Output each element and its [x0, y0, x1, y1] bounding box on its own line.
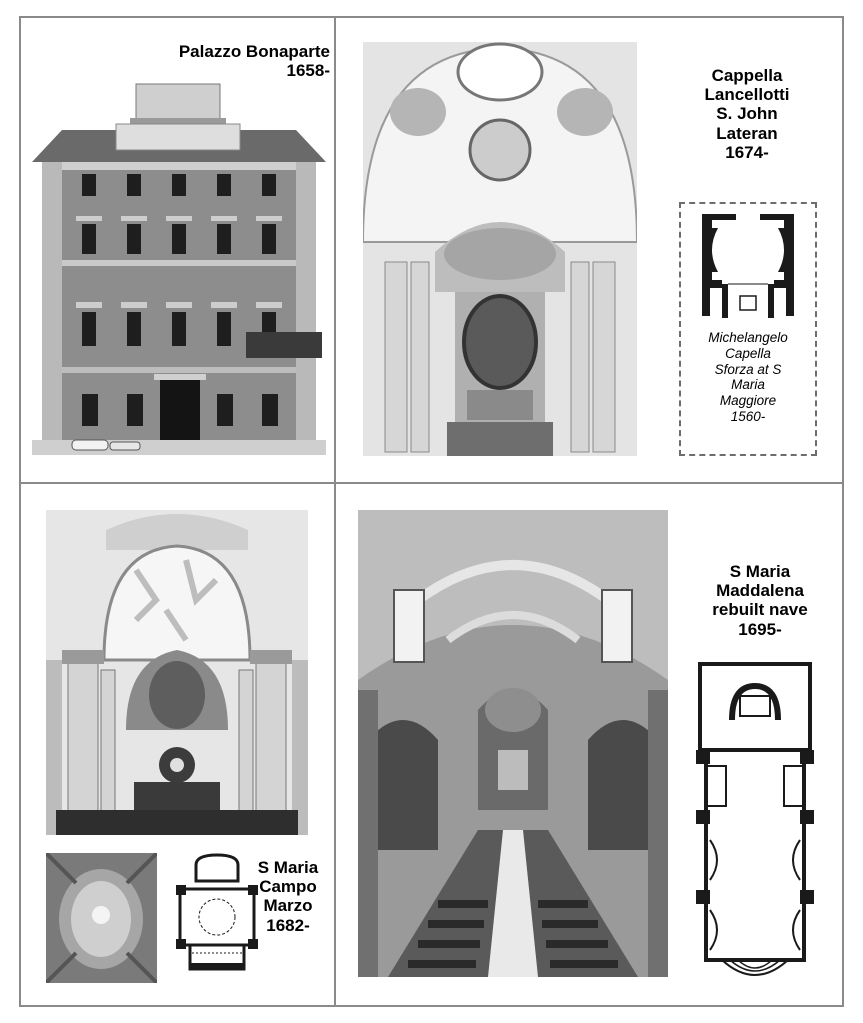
campo-marzo-dome-photo — [46, 853, 157, 983]
maddalena-title-line1: S Maria — [729, 562, 791, 581]
campo-marzo-title-line3: Marzo — [263, 896, 313, 916]
palazzo-year: 1658- — [286, 61, 330, 81]
cappella-interior-photo — [363, 42, 637, 456]
maddalena-title — [694, 562, 826, 639]
campo-marzo-interior-photo — [46, 510, 308, 835]
palazzo-facade-photo — [32, 82, 326, 455]
maddalena-nave-photo — [358, 510, 668, 977]
sforza-caption-line5: Maggiore — [719, 393, 777, 409]
cappella-title — [688, 66, 806, 162]
cappella-title-line4: Lateran — [716, 123, 778, 143]
campo-marzo-title — [240, 858, 336, 935]
maddalena-plan-image — [692, 660, 818, 986]
cappella-title-line3: S. John — [716, 104, 778, 124]
sforza-caption-line1: Michelangelo — [708, 330, 788, 345]
cappella-title-line1: Cappella — [711, 66, 783, 85]
maddalena-title-line2: Maddalena — [716, 581, 804, 601]
palazzo-title-line1: Palazzo Bonaparte — [178, 42, 330, 61]
maddalena-title-line3: rebuilt nave — [712, 600, 808, 620]
campo-marzo-year: 1682- — [266, 915, 310, 935]
sforza-caption-line2: Capella — [725, 345, 771, 361]
sforza-caption-line3: Sforza at S — [714, 361, 782, 377]
palazzo-title — [140, 42, 330, 80]
sforza-caption-year: 1560- — [730, 408, 766, 424]
cappella-year: 1674- — [725, 142, 769, 162]
horizontal-divider — [19, 482, 844, 484]
sforza-caption-line4: Maria — [731, 377, 765, 393]
sforza-plan-image — [688, 210, 808, 322]
maddalena-year: 1695- — [738, 619, 782, 639]
campo-marzo-title-line1: S Maria — [257, 858, 319, 877]
sforza-caption — [682, 330, 814, 425]
cappella-title-line2: Lancellotti — [704, 85, 790, 105]
campo-marzo-title-line2: Campo — [259, 877, 317, 897]
